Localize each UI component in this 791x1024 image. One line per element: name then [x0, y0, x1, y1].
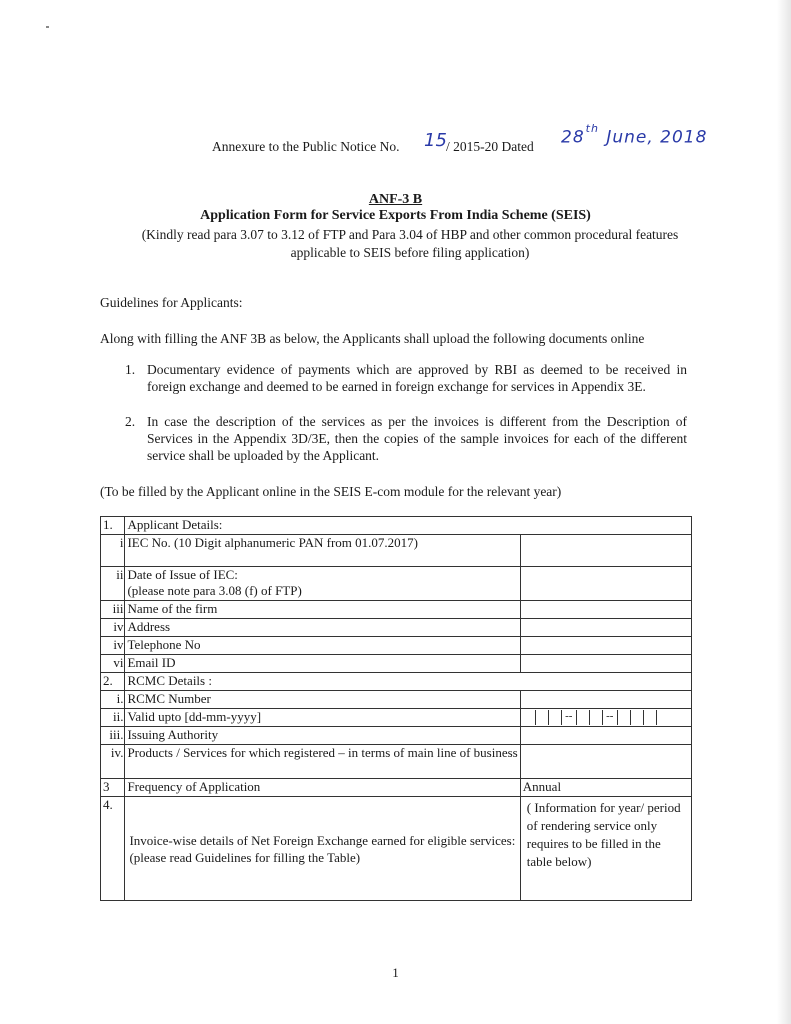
notice-suffix: / 2015-20 Dated — [446, 139, 534, 154]
date-day: 28 — [561, 127, 585, 148]
date-ordinal: th — [585, 122, 599, 135]
page-edge-shadow — [777, 0, 791, 1024]
date-box — [630, 710, 643, 725]
table-row — [101, 727, 692, 745]
section-number: 3 — [101, 779, 125, 797]
row-label: Address — [125, 619, 520, 637]
row-label-note: (please note para 3.08 (f) of FTP) — [127, 583, 302, 598]
row-number: iv — [101, 619, 125, 637]
date-box — [589, 710, 602, 725]
handwritten-date — [561, 122, 708, 148]
section-number: 2. — [101, 673, 125, 691]
form-instruction: (Kindly read para 3.07 to 3.12 of FTP and Para 3.04 of HBP and other common procedural features applicable to SEIS before filing application) — [141, 227, 679, 260]
frequency-value: Annual — [520, 779, 691, 797]
row-label: Frequency of Application — [125, 779, 520, 797]
row-number: i — [101, 535, 125, 567]
guidelines-intro: Along with filling the ANF 3B as below, the Applicants shall upload the following documents online — [100, 331, 645, 346]
scan-speck — [46, 26, 49, 28]
date-box — [535, 710, 548, 725]
date-rest: June, 2018 — [606, 127, 708, 148]
guideline-number: 1. — [125, 362, 136, 377]
guideline-text: Documentary evidence of payments which are approved by RBI as deemed to be received in foreign exchange and deemed to be earned in foreign exchange for services in Appendix 3E. — [147, 362, 687, 394]
table-row — [101, 779, 692, 797]
handwritten-notice-number: 15 — [424, 130, 447, 151]
guidelines-heading: Guidelines for Applicants: — [100, 295, 243, 310]
row-label: Invoice-wise details of Net Foreign Exchange earned for eligible services: (please read Guidelines for filling the Table) — [125, 797, 520, 901]
table-row — [101, 797, 692, 901]
guideline-text: In case the description of the services as per the invoices is different from the Description of Services in the Appendix 3D/3E, then the copies of the sample invoices for each of the different service shall be uploaded by the Applicant. — [147, 414, 687, 463]
date-separator: -- — [561, 710, 576, 725]
address-field[interactable] — [520, 619, 691, 637]
row-number: iii — [101, 601, 125, 619]
row-label: Email ID — [125, 655, 520, 673]
row-label-line: Date of Issue of IEC: — [127, 567, 238, 582]
row-label: RCMC Number — [125, 691, 520, 709]
row-label: Valid upto [dd-mm-yyyy] — [125, 709, 520, 727]
date-box — [548, 710, 561, 725]
date-box — [617, 710, 630, 725]
table-row — [101, 709, 692, 727]
table-row — [101, 567, 692, 601]
row-number: iv — [101, 637, 125, 655]
table-row — [101, 601, 692, 619]
row-label: Issuing Authority — [125, 727, 520, 745]
iec-issue-date-field[interactable] — [520, 567, 691, 601]
table-row — [101, 535, 692, 567]
fill-note: (To be filled by the Applicant online in the SEIS E-com module for the relevant year) — [100, 484, 562, 499]
table-row — [101, 619, 692, 637]
date-boxes — [535, 710, 691, 725]
products-services-field[interactable] — [520, 745, 691, 779]
table-row — [101, 637, 692, 655]
date-box — [656, 710, 669, 725]
section-title: RCMC Details : — [125, 673, 692, 691]
table-row — [101, 745, 692, 779]
form-title: Application Form for Service Exports From India Scheme (SEIS) — [200, 208, 591, 223]
row-number: vi — [101, 655, 125, 673]
row-label — [125, 567, 520, 601]
form-code: ANF-3 B — [368, 192, 423, 207]
row-label: Name of the firm — [125, 601, 520, 619]
rcmc-number-field[interactable] — [520, 691, 691, 709]
section-number: 1. — [101, 517, 125, 535]
valid-upto-date-field[interactable] — [520, 709, 691, 727]
row-number: i. — [101, 691, 125, 709]
row-label: IEC No. (10 Digit alphanumeric PAN from 01.07.2017) — [125, 535, 520, 567]
section-row-applicant — [101, 517, 692, 535]
firm-name-field[interactable] — [520, 601, 691, 619]
public-notice-line — [212, 139, 399, 155]
iec-number-field[interactable] — [520, 535, 691, 567]
row-number: iv. — [101, 745, 125, 779]
applicant-details-table — [100, 516, 692, 901]
section-title: Applicant Details: — [125, 517, 692, 535]
notice-prefix: Annexure to the Public Notice No. — [212, 139, 400, 154]
table-row — [101, 655, 692, 673]
date-separator: -- — [602, 710, 617, 725]
date-box — [643, 710, 656, 725]
invoice-info-note: ( Information for year/ period of rendering service only requires to be filled in the table below) — [520, 797, 691, 901]
row-number: ii — [101, 567, 125, 601]
guideline-item — [125, 361, 687, 395]
email-field[interactable] — [520, 655, 691, 673]
telephone-field[interactable] — [520, 637, 691, 655]
section-number: 4. — [101, 797, 125, 901]
row-number: iii. — [101, 727, 125, 745]
guideline-number: 2. — [125, 414, 136, 429]
row-label: Telephone No — [125, 637, 520, 655]
guideline-item — [125, 413, 687, 464]
table-row — [101, 691, 692, 709]
page-number: 1 — [392, 965, 399, 980]
date-box — [576, 710, 589, 725]
issuing-authority-field[interactable] — [520, 727, 691, 745]
row-label: Products / Services for which registered – in terms of main line of business — [125, 745, 520, 779]
section-row-rcmc — [101, 673, 692, 691]
row-number: ii. — [101, 709, 125, 727]
